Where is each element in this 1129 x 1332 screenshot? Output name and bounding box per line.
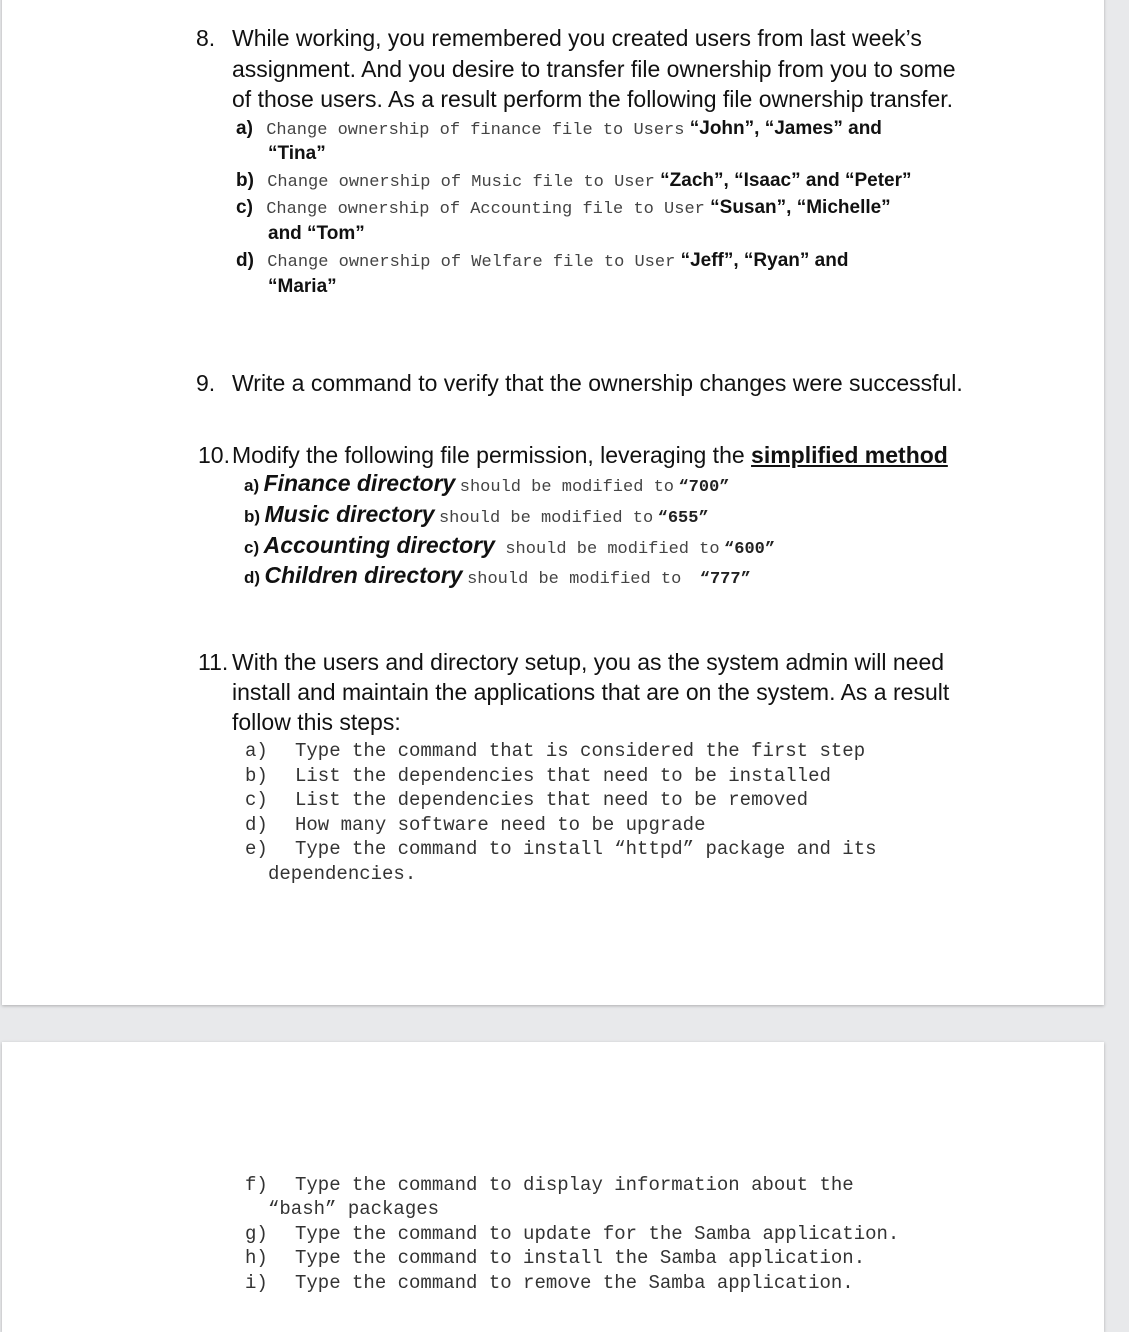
step-item bbox=[245, 813, 705, 838]
question-number: 9. bbox=[196, 370, 216, 396]
step-item bbox=[245, 1246, 865, 1271]
step-item bbox=[245, 837, 877, 862]
list-item bbox=[236, 168, 912, 196]
item-continuation: “Maria” bbox=[268, 276, 337, 297]
question-number: 8. bbox=[196, 25, 216, 51]
item-code: Change ownership of Music file to User bbox=[267, 173, 655, 192]
step-continuation: “bash” packages bbox=[268, 1198, 440, 1220]
step-label: a) bbox=[245, 740, 268, 762]
step-item bbox=[245, 764, 831, 789]
item-code: Change ownership of finance file to Users bbox=[266, 121, 685, 140]
question-text bbox=[232, 440, 948, 470]
item-value: “777” bbox=[699, 570, 751, 589]
item-code: Change ownership of Welfare file to User bbox=[267, 253, 676, 272]
item-value: “700” bbox=[678, 478, 730, 497]
question-text-line: With the users and directory setup, you as the system admin will need bbox=[232, 649, 945, 675]
step-label: c) bbox=[245, 789, 268, 811]
item-value: “655” bbox=[657, 509, 709, 528]
step-label: d) bbox=[245, 814, 268, 836]
item-code: Change ownership of Accounting file to User bbox=[266, 200, 705, 219]
step-text: List the dependencies that need to be installed bbox=[295, 765, 831, 787]
step-text: Type the command that is considered the first step bbox=[295, 740, 866, 762]
item-users: “Jeff”, “Ryan” and bbox=[680, 250, 849, 271]
list-item bbox=[244, 562, 751, 589]
step-label: i) bbox=[245, 1272, 268, 1294]
item-label: d) bbox=[236, 250, 254, 271]
item-label: a) bbox=[244, 476, 260, 495]
item-code: should be modified to bbox=[438, 509, 654, 528]
list-item bbox=[236, 195, 891, 223]
item-directory: Accounting directory bbox=[263, 532, 495, 558]
question-number: 10. bbox=[198, 442, 230, 468]
question-text-main: Modify the following file permission, leveraging the bbox=[232, 442, 752, 468]
question-text: Write a command to verify that the ownership changes were successful. bbox=[232, 370, 963, 396]
item-label: c) bbox=[244, 538, 260, 557]
item-label: c) bbox=[236, 197, 253, 218]
document-page-2 bbox=[2, 1042, 1104, 1332]
list-item bbox=[244, 501, 709, 528]
list-item bbox=[244, 470, 729, 497]
item-code: should be modified to bbox=[505, 540, 720, 559]
question-text-line: assignment. And you desire to transfer file ownership from you to some bbox=[232, 56, 956, 82]
step-item bbox=[245, 739, 865, 764]
step-text: Type the command to remove the Samba application. bbox=[295, 1272, 854, 1294]
question-text-line: of those users. As a result perform the following file ownership transfer. bbox=[232, 86, 954, 112]
list-item bbox=[236, 248, 848, 276]
item-users: “Susan”, “Michelle” bbox=[710, 197, 891, 218]
item-users: “Zach”, “Isaac” and “Peter” bbox=[660, 170, 912, 191]
question-text-line: install and maintain the applications that are on the system. As a result bbox=[232, 679, 950, 705]
step-text: List the dependencies that need to be removed bbox=[295, 789, 809, 811]
list-item bbox=[236, 116, 882, 144]
step-label: b) bbox=[245, 765, 268, 787]
step-label: g) bbox=[245, 1223, 268, 1245]
item-directory: Children directory bbox=[264, 562, 463, 588]
step-text: Type the command to install “httpd” package and its bbox=[295, 838, 877, 860]
question-text-line: follow this steps: bbox=[232, 709, 401, 735]
emphasis-simplified-method: simplified method bbox=[751, 442, 948, 468]
step-continuation: dependencies. bbox=[268, 863, 417, 885]
item-directory: Music directory bbox=[264, 501, 435, 527]
step-text: Type the command to update for the Samba application. bbox=[295, 1223, 900, 1245]
item-users: “John”, “James” and bbox=[689, 118, 882, 139]
item-code: should be modified to bbox=[459, 478, 675, 497]
step-text: Type the command to display information about the bbox=[295, 1174, 854, 1196]
question-text-line: While working, you remembered you created users from last week’s bbox=[232, 25, 922, 51]
step-text: Type the command to install the Samba application. bbox=[295, 1247, 866, 1269]
item-label: b) bbox=[244, 507, 261, 526]
list-item bbox=[244, 532, 775, 559]
step-item bbox=[245, 1271, 854, 1296]
item-continuation: and “Tom” bbox=[268, 223, 365, 244]
step-text: How many software need to be upgrade bbox=[295, 814, 706, 836]
item-label: a) bbox=[236, 118, 253, 139]
document-page-1 bbox=[2, 0, 1104, 1005]
step-item bbox=[245, 788, 808, 813]
step-label: e) bbox=[245, 838, 268, 860]
question-number: 11. bbox=[198, 649, 229, 675]
item-label: d) bbox=[244, 568, 261, 587]
item-label: b) bbox=[236, 170, 254, 191]
step-item bbox=[245, 1173, 854, 1198]
step-label: f) bbox=[245, 1174, 268, 1196]
item-value: “600” bbox=[724, 540, 776, 559]
item-directory: Finance directory bbox=[263, 470, 456, 496]
item-code: should be modified to bbox=[467, 570, 682, 589]
step-item bbox=[245, 1222, 899, 1247]
step-label: h) bbox=[245, 1247, 268, 1269]
item-continuation: “Tina” bbox=[268, 143, 326, 164]
